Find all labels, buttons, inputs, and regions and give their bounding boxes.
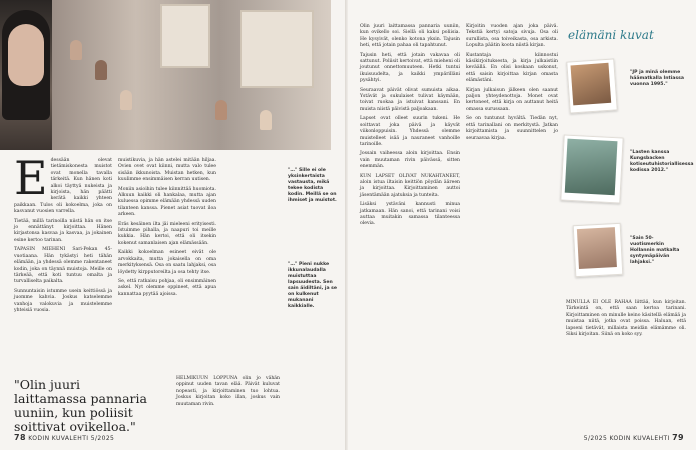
paragraph: Tietää, millä tarinoilla niistä hän on itse jo ennättänyt kirjoittaa. Hänen kirjastonsa kasvaa ja kasvaa, ja jokainen esine kertoo tarinan. bbox=[14, 218, 112, 243]
paragraph: Kirjoitin vuoden ajan joka päivä. Tekstiä kertyi satoja sivuja. Osa oli surullista, osa toiveikasta, osa arkista. Lopulta päätin koota niistä kirjan. bbox=[466, 24, 558, 49]
article-column-2 bbox=[118, 158, 216, 301]
paragraph: HELMIKUUN LOPPUNA olin jo vähän oppinut uuden tavan elää. Päivät kuluvat nopeasti, ja kirjoittaminen tuo lohtua. Joskus kirjoitan koko illan, joskus vain muutaman rivin. bbox=[176, 376, 280, 407]
paragraph: Moniin asioihin tulee kiinnittää huomiota. Alkuun kaikki oli hankalaa, mutta ajan kuluessa opimme elämään yhdessä uuden tilanteen kanssa. Pienet asiat tuovat iloa arkeen. bbox=[118, 186, 216, 218]
paragraph: Tajusin heti, että jotain vakavaa oli sattunut. Poliisit kertoivat, että mieheni oli joutunut onnettomuuteen. Hetki tuntui ikuisuudelta, ja kaikki ympärilläni pysähtyi. bbox=[360, 52, 460, 84]
doll-figure bbox=[70, 40, 82, 60]
paragraph: KUN LAPSET OLIVAT NUKAHTANEET, aloin istua iltaisin keittiön pöydän ääreen ja kirjoittaa. Kirjoittaminen auttoi jäsentämään ajatuksia ja tunteita. bbox=[360, 173, 460, 198]
polaroid-photo bbox=[573, 223, 624, 277]
doll-figure bbox=[260, 110, 272, 130]
right-page bbox=[348, 0, 696, 450]
page-number: 79 bbox=[672, 433, 684, 442]
paragraph: Kaikki kokoelman esineet eivät ole arvokkaita, mutta jokaisella on oma merkityksensä. Osa on saatu lahjaksi, osa löydetty kirpputoreilta ja osa tehty itse. bbox=[118, 250, 216, 275]
polaroid-caption: "Lasten kanssa Kungsbacken kotiseutuhistoriallisessa kodissa 2012." bbox=[630, 150, 694, 173]
paragraph: Eräs kesäinen ilta jäi mieleeni erityisesti. Istuimme pihalla, ja naapuri toi meille kukkia. Hän kertoi, että oli itsekin kokenut samanlaisen ajan elämässään. bbox=[118, 221, 216, 246]
picture-frame bbox=[240, 10, 314, 88]
face bbox=[8, 24, 44, 86]
page-folio-left bbox=[14, 433, 114, 442]
page-folio-right bbox=[584, 433, 684, 442]
polaroid-photo bbox=[560, 134, 623, 203]
paragraph: Se, että ratkaisu pohjaa, oli ensimmäinen askel. Nyt olemme oppineet, että apua kannattaa pyytää ajoissa. bbox=[118, 278, 216, 297]
article-column-2-bottom bbox=[176, 376, 280, 411]
polaroid-photo bbox=[566, 58, 618, 113]
article-column-5 bbox=[566, 300, 686, 341]
photo-image bbox=[577, 227, 617, 269]
paragraph: Kustantaja kiinnostui käsikirjoituksesta, ja kirja julkaistiin keväällä. En olisi koskaan uskonut, että saisin kirjoittaa kirjan omasta elämästäni. bbox=[466, 52, 558, 84]
polaroid-caption: "Sain 50-vuotismerkin Hollannin matkalta syntymäpäivän lahjaksi." bbox=[630, 236, 680, 265]
polaroid-caption: "JP ja minä olemme häämatkalla Intiassa vuonna 1995." bbox=[630, 70, 684, 87]
picture-frame bbox=[160, 4, 210, 68]
photo-caption: "…" Pieni nukke ikkunalaudalla muistuttaa lapsuudesta. Sen sain äidiltäni, ja se on kulkenut mukanani kaikkialle. bbox=[288, 262, 337, 309]
paragraph: Olin juuri laittamassa pannaria uuniin, kun ovikello soi. Siellä oli kaksi poliisia. He kysyivät, olenko kotona yksin. Tajusin heti, että jotain pahaa oli tapahtunut. bbox=[360, 24, 460, 49]
article-column-4 bbox=[466, 24, 558, 145]
paragraph: Kirjan julkaisun jälkeen olen saanut paljon yhteydenottoja. Monet ovat kertoneet, että kirja on auttanut heitä omassa surussaan. bbox=[466, 87, 558, 112]
portrait-photo bbox=[0, 0, 331, 150]
photo-image bbox=[565, 139, 618, 196]
paragraph: Lisäksi ystäväni kannusti minua jatkamaan. Hän sanoi, että tarinani voisi auttaa muitakin samassa tilanteessa olevia. bbox=[360, 202, 460, 227]
woman-figure bbox=[0, 0, 52, 150]
article-column-3 bbox=[360, 24, 460, 231]
section-title-script: elämäni kuvat bbox=[568, 28, 654, 42]
doll-figure bbox=[95, 60, 107, 80]
doll-figure bbox=[215, 100, 227, 120]
paragraph: Lapset ovat olleet suurin tukeni. He soittavat joka päivä ja käyvät viikonloppuisin. Yhdessä olemme muistelleet isää ja nauraneet vanhoille tarinoille. bbox=[360, 116, 460, 147]
photo-image bbox=[571, 63, 612, 106]
pull-quote: "Olin juuri laittamassa pannaria uuniin, kun poliisit soittivat ovikelloa." bbox=[14, 377, 147, 434]
doll-figure bbox=[120, 90, 132, 110]
magazine-name: 5/2025 KODIN KUVALEHTI bbox=[583, 435, 670, 442]
page-number: 78 bbox=[14, 433, 26, 442]
paragraph: dessään olevat tietämiskonesta muistot ovat monella tavalla tärkeitä. Kun hänen koti alkoi täyttyä nukeista ja kirjoista, hän päätti kerätä kaikki yhteen paikkaan. Tulos oli kokoelma, joka on kasvanut vuosien varrella. bbox=[14, 158, 112, 215]
paragraph: MINULLA EI OLE RAHAA liittää, kun kirjoitan. Tärkeintä on, että saan kertoa tarinani. Kirjoittaminen on minulle keino käsitellä elämää ja muistaa niitä, jotka ovat poissa. Haluan, että lapseni tietävät, millaista meidän elämämme oli. Siksi kirjoitan. Siinä on koko syy. bbox=[566, 300, 686, 338]
magazine-name: KODIN KUVALEHTI 5/2025 bbox=[28, 435, 115, 442]
paragraph: Jossain vaiheessa aloin kirjoittaa. Ensin vain muutaman rivin päivässä, sitten enemmän. bbox=[360, 151, 460, 170]
article-column-1 bbox=[14, 151, 112, 317]
paragraph: muistikuvia, ja hän astelei mitään hiljaa. Ovien ovet ovat kiinni, mutta valo tulee sisään ikkunoista. Muistan hetken, kun kuulimme ensimmäisen kerran uutisen. bbox=[118, 158, 216, 183]
photo-caption: "…" Sille ei ole yksinkertaista vastausta, mikä tekee kodista kodin. Meillä se on ihmiset ja muistot. bbox=[288, 168, 337, 203]
paragraph: TAPASIN MIEHENI Sari-Pekan 45-vuotiaana. Hän tykästyi heti tähän elämään, ja yhdessä olemme rakentaneet kodin, joka on täynnä muistoja. Meille on tärkeää, että koti tuntuu omalta ja turvalliselta paikalta. bbox=[14, 247, 112, 285]
paragraph: Seuraavat päivät olivat sumuista aikaa. Ystävät ja sukulaiset tulivat käymään, toivat ruokaa ja istuivat kanssani. En muista niistä päivistä paljoakaan. bbox=[360, 87, 460, 112]
drop-cap: E bbox=[14, 151, 48, 205]
paragraph: Sunnuntaisin istumme usein keittiössä ja juomme kahvia. Joskus katselemme vanhoja valokuvia ja muistelemme yhteisiä vuosia. bbox=[14, 288, 112, 313]
paragraph: Se on tuntunut hyvältä. Tiedän nyt, että tarinallani on merkitystä. Jatkan kirjoittamista ja suunnittelen jo seuraavaa kirjaa. bbox=[466, 116, 558, 141]
